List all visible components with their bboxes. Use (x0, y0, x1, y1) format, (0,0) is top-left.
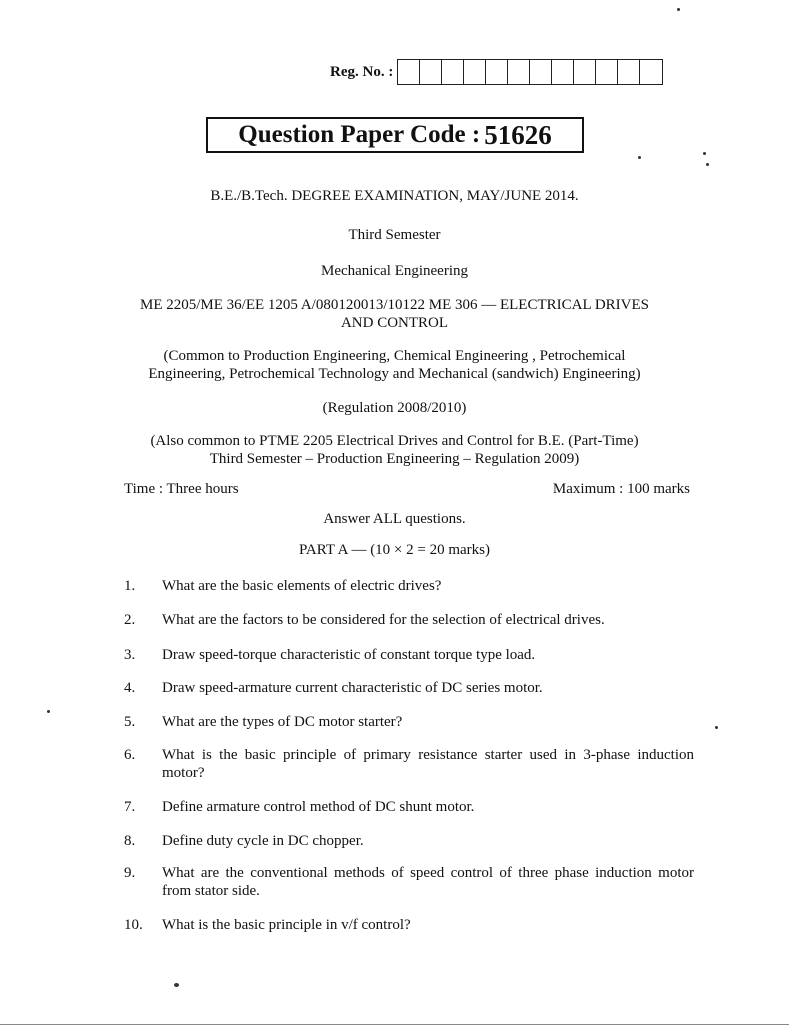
question-number: 4. (124, 680, 136, 696)
also-common-line2: Third Semester – Production Engineering – Regulation 2009) (209, 451, 580, 467)
reg-label: Reg. No. : (330, 63, 394, 80)
list-item (124, 713, 694, 731)
reg-digit-box (618, 60, 640, 84)
reg-digit-box (420, 60, 442, 84)
reg-digit-box (398, 60, 420, 84)
question-paper-code-box (206, 117, 584, 153)
course-title-line2: AND CONTROL (340, 315, 449, 331)
regulation: (Regulation 2008/2010) (322, 400, 467, 416)
reg-digit-box (464, 60, 486, 84)
reg-digit-box (574, 60, 596, 84)
reg-digit-box (442, 60, 464, 84)
scan-speck (677, 8, 680, 11)
scan-speck (703, 152, 706, 155)
reg-digit-box (530, 60, 552, 84)
question-number: 10. (124, 917, 143, 933)
instruction: Answer ALL questions. (323, 511, 466, 527)
list-item (124, 611, 694, 629)
question-number: 2. (124, 612, 136, 628)
scan-speck (47, 710, 50, 713)
question-number: 6. (124, 747, 136, 763)
list-item (124, 916, 694, 934)
reg-digit-box (640, 60, 662, 84)
code-number: 51626 (484, 119, 552, 150)
time-marks-row (124, 481, 690, 498)
question-number: 5. (124, 714, 136, 730)
list-item (124, 577, 694, 595)
common-note-line1: (Common to Production Engineering, Chemical Engineering , Petrochemical (163, 348, 626, 364)
common-note-line2: Engineering, Petrochemical Technology and Mechanical (sandwich) Engineering) (148, 366, 641, 382)
degree-title: B.E./B.Tech. DEGREE EXAMINATION, MAY/JUNE 2014. (210, 188, 579, 204)
question-text: What are the factors to be considered for the selection of electrical drives. (162, 612, 605, 628)
page-edge-line (0, 1024, 789, 1025)
question-number: 9. (124, 865, 136, 881)
question-number: 7. (124, 799, 136, 815)
question-number: 1. (124, 578, 136, 594)
time-allowed: Time : Three hours (124, 481, 239, 497)
list-item (124, 832, 694, 850)
scan-speck (638, 156, 641, 159)
reg-number-field (330, 59, 663, 85)
branch: Mechanical Engineering (320, 263, 469, 279)
semester: Third Semester (348, 227, 441, 243)
scan-speck (715, 726, 718, 729)
list-item (124, 746, 694, 782)
scan-speck (174, 983, 179, 987)
reg-number-boxes (397, 59, 663, 85)
reg-digit-box (486, 60, 508, 84)
question-text: What is the basic principle in v/f control? (162, 917, 411, 933)
reg-digit-box (508, 60, 530, 84)
part-a-heading: PART A — (10 × 2 = 20 marks) (298, 542, 491, 558)
question-number: 8. (124, 833, 136, 849)
question-text: Draw speed-torque characteristic of constant torque type load. (162, 647, 536, 663)
question-text: Draw speed-armature current characteristic of DC series motor. (162, 680, 543, 696)
list-item (124, 798, 694, 816)
code-label: Question Paper Code : (238, 121, 481, 148)
reg-digit-box (596, 60, 618, 84)
question-text: What are the types of DC motor starter? (162, 714, 403, 730)
question-text: Define duty cycle in DC chopper. (162, 833, 364, 849)
question-text: Define armature control method of DC shunt motor. (162, 799, 475, 815)
list-item (124, 646, 694, 664)
maximum-marks: Maximum : 100 marks (552, 481, 690, 497)
also-common-line1: (Also common to PTME 2205 Electrical Drives and Control for B.E. (Part-Time) (150, 433, 639, 449)
course-title-line1: ME 2205/ME 36/EE 1205 A/080120013/10122 ME 306 — ELECTRICAL DRIVES (139, 297, 650, 313)
scan-speck (706, 163, 709, 166)
question-text: What are the basic elements of electric drives? (162, 578, 442, 594)
question-number: 3. (124, 647, 136, 663)
list-item (124, 679, 694, 697)
reg-digit-box (552, 60, 574, 84)
list-item (124, 864, 694, 900)
question-text: What is the basic principle of primary resistance starter used in 3-phase induction motor? (162, 747, 694, 781)
question-text: What are the conventional methods of speed control of three phase induction motor from stator side. (162, 865, 694, 899)
